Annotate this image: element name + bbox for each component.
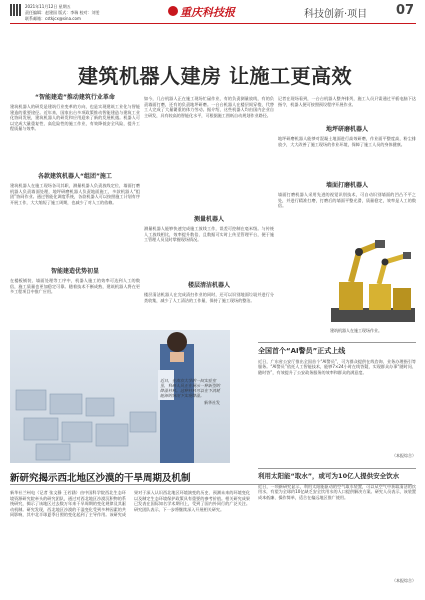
divider: [258, 342, 416, 343]
side-story2-note: （本报综合）: [392, 577, 416, 583]
section-text: 建筑机器人在施工现场各司其职，测量机器人负责放线定位，墙面打磨机器人负责墙面处理，地坪研磨机器人负责地面施工，多款机器人“组团”协同作业。通过智能化调度系统，各款机器人可以按照施工计划有序开展工作，大大缩短了施工周期，也减少了对人工的依赖。: [10, 183, 140, 205]
page-number: 07: [396, 3, 415, 18]
masthead: [10, 4, 416, 42]
qr-code-icon: [10, 4, 22, 16]
logo-mark-icon: [168, 6, 178, 16]
newspaper-logo: 重庆科技报: [180, 6, 235, 19]
article2-text: 新华社兰州电（记者 张文静 王若涵）由中国科学院西北生态环境资源研究院牵头的研究团队，通过对西北地区沙漠沉积物的系统研究，揭示了该地区过去数万年来干旱周期的变化规律及其驱动机制。研究发现，西北地区沙漠的干湿变化受到多种因素的共同影响，其中北半球夏季日照的变化起到了主导作用。该研究成果对于深入认识西北地区环境演变的历史、预测未来的环境变化以及制定生态环境保护政策具有重要的参考价值。相关研究成果已发表在国际知名学术期刊上，受到了国内外同行的广泛关注。研究团队表示，下一步将继续深入开展相关研究。: [10, 490, 250, 518]
header-rule: [10, 23, 416, 24]
side-story2: [258, 468, 416, 583]
article1-col3: [278, 96, 416, 226]
side-story1-text: 近日，广东省公安厅推出全国首个“AI警员”，可为群众提供在线咨询、业务办理指引等服务。“AI警员”依托人工智能技术，能够7×24小时在线答疑，实现群众办事“随时问、随时答”，有效提升了公安政务服务的效率和群众的满意度。: [258, 358, 416, 375]
main-headline: 建筑机器人建房 让施工更高效: [78, 64, 352, 88]
measure-text: 测量机器人能够快速完成施工放线工作，误差可控制在毫米级。与传统人工放线相比，效率提升数倍，且数据可实时上传至管理平台，便于施工管理人员及时掌握现场情况。: [144, 226, 274, 243]
section-text: 建筑机器人的研发是建筑行业变革的方向，也是实现建筑工业化与智能建造的重要途径。近年来，国家出台多项政策推动智能建造与建筑工业化协同发展，建筑机器人的研发和应用迎来了新的发展机遇。机器人可以完成大量重复性、高危险性的施工作业，有效降低安全风险，提升工程质量与效率。: [10, 104, 140, 132]
article1-col1: [10, 92, 140, 330]
section-title: 科技创新·项目: [304, 9, 368, 20]
robot-caption: 建筑机器人在施工现场作业。: [330, 328, 382, 333]
section-text: 在楼板铺装、墙面处理等工序中，机器人施工的效率可达到人工的数倍，施工质量也更加稳定可靠。随着技术不断成熟，建筑机器人将在更多工程项目中推广应用。: [10, 278, 140, 295]
date-line: 2021年11月12日 星期五: [25, 4, 71, 9]
sub-heading-floor: 地坪研磨机器人: [325, 126, 368, 133]
right-text: 记者在现场看到，一台台机器人整齐排列，施工人员只需通过平板电脑下达指令，机器人便可按照预设程序开展作业。: [278, 96, 416, 107]
robot-photo: [325, 222, 421, 326]
side-story1-note: （本报综合）: [392, 452, 416, 458]
photo-caption-box: [160, 378, 220, 405]
email-line: 联系邮箱：cstkjcx@sina.com: [25, 16, 81, 21]
mid-text: 如今，几台机器人正在施工现场忙碌作业，有的负责测量放线，有的负责墙面打磨，还有的负责地坪研磨。一台台机器人在楼层间穿梭，代替工人完成了大量繁重的体力劳动。据介绍，这些机器人均由国内企业自主研发，具有较高的智能化水平，可根据施工图纸自动规划作业路径。: [144, 96, 274, 118]
section-heading: “智能建造”推动建筑行业革命: [35, 94, 115, 101]
floor-text: 地坪研磨机器人能够对混凝土地面进行高效研磨，作业面平整度高，粉尘排放少，大大改善了施工现场的作业环境，保障了施工人员的身体健康。: [278, 136, 416, 147]
divider: [258, 468, 416, 469]
sub-heading-wall: 墙面打磨机器人: [325, 182, 368, 189]
side-story2-title: 利用太阳能“取水”，或可为10亿人提供安全饮水: [258, 471, 400, 480]
photo-credit: 新华社发: [204, 400, 220, 405]
sub-heading-measure: 测量机器人: [193, 216, 224, 223]
article2-title: 新研究揭示西北地区沙漠的干旱周期及机制: [10, 473, 191, 484]
editor-line: 责任编辑：赵建国 版式：李瑞 校对：刘雯: [25, 10, 100, 15]
side-story1-title: 全国首个“AI警员”正式上线: [258, 346, 346, 355]
side-story2-text: 近日，一项新研究显示，利用太阳能驱动的空气取水装置，可以从空气中获取清洁的饮用水，有望为全球约10亿缺乏安全饮用水的人口提供解决方案。研究人员表示，该装置成本低廉、操作简单，适合在偏远地区推广使用。: [258, 483, 416, 500]
photo-caption: 近日，在南京大学的一间实验室里，科研人员正在展示一种新型的降温材料。这种材料可以在不消耗能源的情况下实现降温。: [160, 378, 220, 398]
robot-arm-icon: [325, 222, 421, 326]
section-heading: 智能建造优势初显: [50, 268, 99, 275]
sub-heading-tile: 楼层清洁机器人: [187, 282, 230, 289]
tile-text: 楼层清洁机器人在完成清扫作业的同时，还可以识别地面垃圾并进行分类收集，减少了人工清洁的工作量，保持了施工现场的整洁。: [144, 292, 274, 303]
wall-text: 墙面打磨机器人采用先进的视觉识别技术，可自动识别墙面的凹凸不平之处，并进行精准打磨，打磨后的墙面平整光滑，质量稳定，效率是人工的数倍。: [278, 192, 416, 209]
side-story1: [258, 342, 416, 458]
article1-col2: [144, 96, 274, 340]
section-heading: 各款建筑机器人“组团”施工: [38, 173, 112, 180]
